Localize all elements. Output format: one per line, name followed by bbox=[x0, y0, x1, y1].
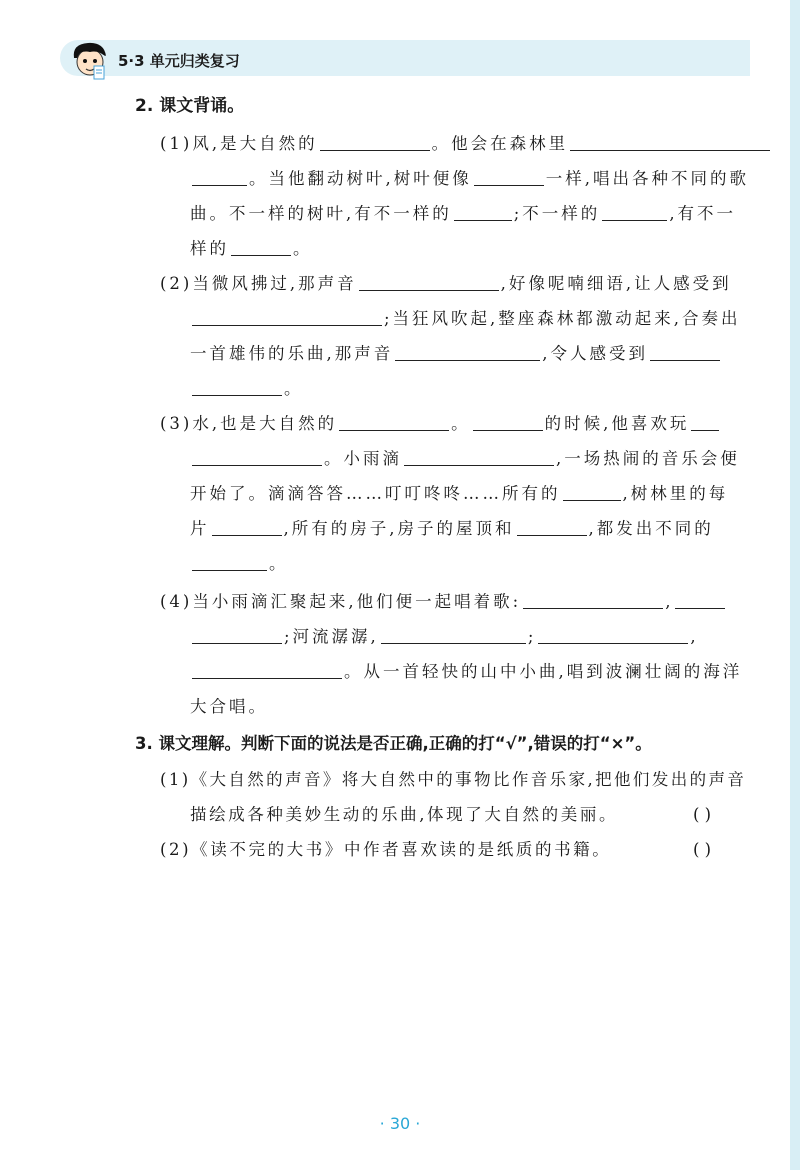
q2-item1-line2: 。当他翻动树叶,树叶便像 一样,唱出各种不同的歌 bbox=[190, 171, 749, 188]
blank[interactable] bbox=[454, 219, 512, 221]
blank[interactable] bbox=[231, 254, 291, 256]
q2-item2-line4: 。 bbox=[190, 381, 304, 398]
blank[interactable] bbox=[404, 464, 554, 466]
blank[interactable] bbox=[473, 429, 543, 431]
blank[interactable] bbox=[538, 642, 688, 644]
q2-item4-line2: ;河流潺潺, ; , bbox=[190, 629, 699, 646]
blank[interactable] bbox=[192, 464, 322, 466]
q2-item3-line1: (3)水,也是大自然的 。 的时候,他喜欢玩 bbox=[160, 416, 721, 433]
q3-item1-answer-box[interactable]: ( ) bbox=[693, 805, 712, 824]
page-number: · 30 · bbox=[379, 1114, 421, 1133]
question-3-heading: 3. 课文理解。判断下面的说法是否正确,正确的打“√”,错误的打“×”。 bbox=[135, 734, 652, 753]
blank[interactable] bbox=[675, 607, 725, 609]
q2-item2-line1: (2)当微风拂过,那声音 ,好像呢喃细语,让人感受到 bbox=[160, 274, 732, 293]
q3-item2-answer-box[interactable]: ( ) bbox=[693, 840, 712, 859]
blank[interactable] bbox=[474, 184, 544, 186]
blank[interactable] bbox=[650, 359, 720, 361]
q2-item4-line4: 大合唱。 bbox=[190, 697, 268, 716]
blank[interactable] bbox=[192, 184, 247, 186]
q2-item2-line3: 一首雄伟的乐曲,那声音 ,令人感受到 bbox=[190, 346, 722, 363]
q3-item2-line1: (2)《读不完的大书》中作者喜欢读的是纸质的书籍。 bbox=[160, 840, 612, 859]
q2-item3-line5: 。 bbox=[190, 556, 289, 573]
blank[interactable] bbox=[359, 289, 499, 291]
q2-item1-line3: 曲。不一样的树叶,有不一样的 ;不一样的 ,有不一 bbox=[190, 204, 737, 223]
blank[interactable] bbox=[395, 359, 540, 361]
blank[interactable] bbox=[320, 149, 430, 151]
blank[interactable] bbox=[381, 642, 526, 644]
blank[interactable] bbox=[602, 219, 667, 221]
blank[interactable] bbox=[523, 607, 663, 609]
q2-item2-line2: ;当狂风吹起,整座森林都激动起来,合奏出 bbox=[190, 311, 741, 328]
q2-item1-line1: (1)风,是大自然的 。他会在森林里 bbox=[160, 136, 772, 153]
blank[interactable] bbox=[563, 499, 621, 501]
blank[interactable] bbox=[192, 394, 282, 396]
header-title: 5·3 单元归类复习 bbox=[118, 52, 240, 70]
blank[interactable] bbox=[192, 324, 382, 326]
blank[interactable] bbox=[192, 677, 342, 679]
q3-item1-line1: (1)《大自然的声音》将大自然中的事物比作音乐家,把他们发出的声音 bbox=[160, 770, 747, 789]
blank[interactable] bbox=[192, 642, 282, 644]
q2-item4-line1: (4)当小雨滴汇聚起来,他们便一起唱着歌: , bbox=[160, 594, 727, 611]
blank[interactable] bbox=[570, 149, 770, 151]
question-2-heading: 2. 课文背诵。 bbox=[135, 96, 245, 116]
blank[interactable] bbox=[339, 429, 449, 431]
q3-item1-line2: 描绘成各种美妙生动的乐曲,体现了大自然的美丽。 bbox=[190, 805, 619, 824]
blank[interactable] bbox=[192, 569, 267, 571]
blank[interactable] bbox=[212, 534, 282, 536]
q2-item3-line3: 开始了。滴滴答答……叮叮咚咚……所有的 ,树林里的每 bbox=[190, 484, 729, 503]
q2-item3-line4: 片 ,所有的房子,房子的屋顶和 ,都发出不同的 bbox=[190, 519, 714, 538]
blank[interactable] bbox=[517, 534, 587, 536]
q2-item3-line2: 。小雨滴 ,一场热闹的音乐会便 bbox=[190, 451, 740, 468]
q2-item4-line3: 。从一首轻快的山中小曲,唱到波澜壮阔的海洋 bbox=[190, 664, 742, 681]
q2-item1-line4: 样的 。 bbox=[190, 239, 313, 258]
blank[interactable] bbox=[691, 429, 719, 431]
